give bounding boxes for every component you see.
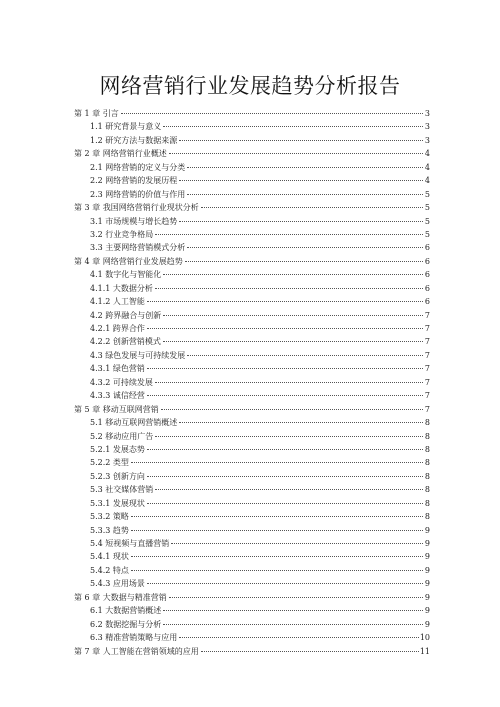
toc-entry-label: 5.4.1 现状: [90, 552, 129, 562]
toc-entry-label: 第 1 章 引言: [74, 109, 119, 118]
toc-entry-label: 3.1 市场规模与增长趋势: [90, 216, 178, 226]
document-title: 网络营销行业发展趋势分析报告: [99, 74, 401, 98]
toc-entry-label: 2.3 网络营销的价值与作用: [90, 189, 186, 199]
toc-page-number: 9: [424, 579, 430, 589]
toc-page-number: 7: [424, 404, 430, 414]
toc-dot-leader: [147, 575, 423, 584]
toc-page-number: 9: [424, 592, 430, 602]
toc-dot-leader: [147, 441, 423, 450]
toc-page-number: 7: [424, 337, 430, 347]
toc-entry-label: 1.2 研究方法与数据来源: [90, 135, 178, 145]
toc-dot-leader: [131, 454, 423, 463]
toc-page-number: 8: [424, 444, 430, 454]
toc-entry-label: 4.3.3 诚信经营: [90, 391, 145, 401]
toc-dot-leader: [131, 562, 423, 571]
toc-dot-leader: [187, 186, 423, 195]
toc-entry-label: 第 5 章 移动互联网营销: [74, 404, 159, 414]
toc-page-number: 7: [424, 377, 430, 387]
toc-entry-label: 1.1 研究背景与意义: [90, 122, 162, 132]
toc-entry-label: 6.1 大数据营销概述: [90, 606, 162, 616]
toc-page-number: 9: [424, 619, 430, 629]
toc-dot-leader: [131, 522, 423, 531]
toc-page-number: 5: [424, 203, 430, 213]
toc-entry-label: 6.2 数据挖掘与分析: [90, 619, 162, 629]
toc-page-number: 8: [424, 458, 430, 468]
toc-page-number: 6: [424, 256, 430, 266]
toc-entry-label: 5.4.2 特点: [90, 565, 129, 575]
toc-dot-leader: [179, 213, 423, 222]
toc-dot-leader: [155, 374, 423, 383]
toc-entry-label: 3.2 行业竞争格局: [90, 229, 154, 239]
toc-page-number: 9: [424, 552, 430, 562]
toc-page-number: 8: [424, 431, 430, 441]
toc-page-number: 9: [424, 525, 430, 535]
toc-entry-label: 6.3 精准营销策略与应用: [90, 633, 178, 643]
toc-dot-leader: [147, 495, 423, 504]
toc-entry-label: 第 7 章 人工智能在营销领域的应用: [74, 646, 199, 656]
toc-page-number: 4: [424, 149, 430, 159]
toc-entry-label: 5.2.3 创新方向: [90, 471, 145, 481]
toc-dot-leader: [187, 239, 423, 248]
toc-dot-leader: [163, 616, 423, 625]
toc-dot-leader: [131, 548, 423, 557]
table-of-contents: [74, 107, 430, 658]
toc-page-number: 6: [424, 270, 430, 280]
toc-chapter-entry[interactable]: [74, 645, 430, 658]
toc-dot-leader: [163, 307, 423, 316]
toc-entry-label: 第 2 章 网络营销行业概述: [74, 149, 167, 159]
toc-entry-label: 4.1.1 大数据分析: [90, 283, 153, 293]
toc-page-number: 5: [424, 229, 430, 239]
toc-dot-leader: [163, 333, 423, 342]
toc-dot-leader: [169, 145, 423, 154]
toc-page-number: 4: [424, 162, 430, 172]
toc-entry-label: 4.3.2 可持续发展: [90, 377, 153, 387]
toc-page-number: 3: [424, 109, 430, 118]
toc-dot-leader: [169, 589, 423, 598]
toc-dot-leader: [163, 118, 423, 127]
toc-dot-leader: [179, 414, 423, 423]
toc-page-number: 7: [424, 324, 430, 333]
toc-dot-leader: [187, 159, 423, 168]
toc-dot-leader: [147, 360, 423, 369]
toc-dot-leader: [131, 508, 423, 517]
toc-dot-leader: [179, 132, 423, 141]
toc-dot-leader: [179, 172, 423, 181]
toc-page-number: 8: [424, 471, 430, 481]
toc-page-number: 6: [424, 283, 430, 293]
toc-dot-leader: [163, 266, 423, 275]
toc-page-number: 7: [424, 364, 430, 374]
toc-entry-label: 5.2 移动应用广告: [90, 431, 154, 441]
toc-entry-label: 2.2 网络营销的发展历程: [90, 176, 178, 186]
toc-entry-label: 第 3 章 我国网络营销行业现状分析: [74, 203, 199, 213]
toc-entry-label: 4.1 数字化与智能化: [90, 270, 162, 280]
toc-entry-label: 5.4 短视频与直播营销: [90, 539, 170, 548]
toc-page-number: 7: [424, 310, 430, 320]
toc-dot-leader: [155, 428, 423, 437]
toc-entry-label: 2.1 网络营销的定义与分类: [90, 162, 186, 172]
toc-page-number: 9: [424, 565, 430, 575]
toc-dot-leader: [161, 401, 423, 410]
toc-page-number: 8: [424, 418, 430, 428]
toc-entry-label: 4.3.1 绿色营销: [90, 364, 145, 374]
toc-entry-label: 5.1 移动互联网营销概述: [90, 418, 178, 428]
toc-entry-label: 4.2.2 创新营销模式: [90, 337, 161, 347]
toc-dot-leader: [187, 347, 423, 356]
toc-entry-label: 4.1.2 人工智能: [90, 297, 145, 307]
toc-dot-leader: [147, 387, 423, 396]
toc-page-number: 9: [424, 606, 430, 616]
toc-page-number: 5: [424, 216, 430, 226]
toc-entry-label: 第 4 章 网络营销行业发展趋势: [74, 256, 183, 266]
toc-page-number: 11: [419, 646, 430, 656]
toc-dot-leader: [201, 643, 419, 652]
toc-page-number: 8: [424, 498, 430, 508]
toc-dot-leader: [155, 280, 423, 289]
toc-page-number: 6: [424, 297, 430, 307]
toc-page-number: 8: [424, 512, 430, 522]
toc-dot-leader: [147, 320, 423, 329]
toc-entry-label: 5.3.2 策略: [90, 512, 129, 522]
toc-dot-leader: [201, 199, 423, 208]
toc-dot-leader: [171, 535, 423, 544]
toc-entry-label: 4.3 绿色发展与可持续发展: [90, 350, 186, 360]
toc-page-number: 3: [424, 122, 430, 132]
toc-dot-leader: [179, 629, 419, 638]
toc-dot-leader: [155, 481, 423, 490]
toc-page-number: 7: [424, 391, 430, 401]
toc-dot-leader: [155, 226, 423, 235]
toc-page-number: 5: [424, 189, 430, 199]
toc-dot-leader: [185, 253, 423, 262]
toc-page-number: 4: [424, 176, 430, 186]
toc-entry-label: 5.4.3 应用场景: [90, 579, 145, 589]
toc-page-number: 9: [424, 539, 430, 548]
toc-dot-leader: [147, 468, 423, 477]
toc-page-number: 7: [424, 350, 430, 360]
toc-dot-leader: [121, 105, 423, 114]
toc-entry-label: 4.2 跨界融合与创新: [90, 310, 162, 320]
toc-entry-label: 5.3.3 趋势: [90, 525, 129, 535]
toc-entry-label: 第 6 章 大数据与精准营销: [74, 592, 167, 602]
toc-entry-label: 5.3 社交媒体营销: [90, 485, 154, 495]
toc-entry-label: 5.3.1 发展现状: [90, 498, 145, 508]
toc-entry-label: 5.2.2 类型: [90, 458, 129, 468]
toc-page-number: 3: [424, 135, 430, 145]
toc-dot-leader: [163, 602, 423, 611]
toc-entry-label: 4.2.1 跨界合作: [90, 324, 145, 333]
toc-entry-label: 3.3 主要网络营销模式分析: [90, 243, 186, 253]
toc-dot-leader: [147, 293, 423, 302]
toc-page-number: 6: [424, 243, 430, 253]
toc-page-number: 10: [419, 633, 430, 643]
toc-page-number: 8: [424, 485, 430, 495]
toc-entry-label: 5.2.1 发展态势: [90, 444, 145, 454]
